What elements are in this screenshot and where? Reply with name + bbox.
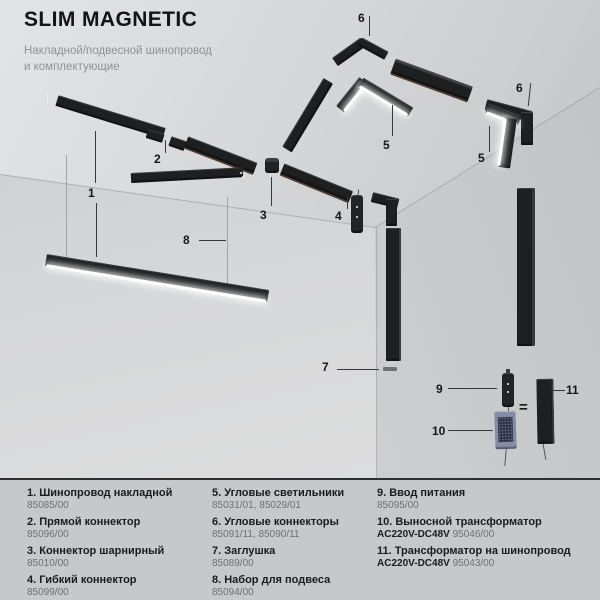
legend-column-1 bbox=[27, 487, 202, 600]
callout-6-top: 6 bbox=[358, 11, 365, 25]
callout-line-8 bbox=[199, 240, 226, 241]
legend-item-5: 5. Угловые светильники 85031/01, 85029/01 bbox=[212, 487, 345, 511]
wall-track-center bbox=[386, 228, 401, 361]
track-pin bbox=[242, 176, 244, 178]
suspension-wire-left bbox=[66, 155, 67, 260]
callout-3: 3 bbox=[260, 208, 267, 222]
callout-8: 8 bbox=[183, 233, 190, 247]
legend bbox=[0, 480, 600, 600]
external-transformer bbox=[494, 411, 516, 450]
equals-sign: = bbox=[519, 399, 528, 416]
callout-line-10 bbox=[448, 430, 493, 431]
legend-item-4: 4. Гибкий коннектор 85099/00 bbox=[27, 574, 137, 598]
callout-line-6-top bbox=[369, 16, 370, 36]
legend-column-2 bbox=[212, 487, 372, 600]
corner-connector-right-wall-arm bbox=[521, 112, 533, 145]
wall-corner-edge bbox=[376, 227, 377, 480]
legend-item-3: 3. Коннектор шарнирный 85010/00 bbox=[27, 545, 165, 569]
callout-6-right: 6 bbox=[516, 81, 523, 95]
callout-line-4 bbox=[347, 197, 348, 209]
legend-item-8: 8. Набор для подвеса 85094/00 bbox=[212, 574, 331, 598]
callout-9: 9 bbox=[436, 382, 443, 396]
legend-item-1: 1. Шинопровод накладной 85085/00 bbox=[27, 487, 173, 511]
legend-column-3 bbox=[377, 487, 592, 574]
callout-line-5-top bbox=[392, 105, 393, 136]
callout-4: 4 bbox=[335, 209, 342, 223]
page-subtitle-line1: Накладной/подвесной шинопровод bbox=[24, 45, 212, 57]
callout-5-top: 5 bbox=[383, 138, 390, 152]
callout-line-5-right bbox=[489, 126, 490, 152]
callout-line-1-upper bbox=[95, 131, 96, 183]
callout-7: 7 bbox=[322, 360, 329, 374]
flexible-connector bbox=[351, 195, 363, 233]
callout-line-1-lower bbox=[96, 203, 97, 257]
page-title: SLIM MAGNETIC bbox=[24, 8, 198, 31]
callout-5-right: 5 bbox=[478, 151, 485, 165]
power-input bbox=[502, 373, 514, 407]
legend-item-6: 6. Угловые коннекторы 85091/11, 85090/11 bbox=[212, 516, 339, 540]
legend-item-11: 11. Трансформатор на шинопровод AC220V-DC48V 95043/00 bbox=[377, 545, 571, 569]
legend-item-2: 2. Прямой коннектор 85096/00 bbox=[27, 516, 141, 540]
legend-item-7: 7. Заглушка 85089/00 bbox=[212, 545, 276, 569]
callout-1: 1 bbox=[88, 186, 95, 200]
callout-line-3 bbox=[271, 177, 272, 206]
track-end-mark bbox=[47, 92, 48, 106]
callout-11: 11 bbox=[566, 383, 579, 397]
callout-line-2 bbox=[165, 140, 166, 153]
corner-connector-wall-arm bbox=[386, 199, 397, 226]
legend-item-10: 10. Выносной трансформатор AC220V-DC48V 95046/00 bbox=[377, 516, 542, 540]
hinge-connector bbox=[265, 158, 279, 173]
suspension-wire-right bbox=[227, 197, 228, 290]
page-subtitle-line2: и комплектующие bbox=[24, 61, 120, 73]
track-pin bbox=[240, 172, 242, 174]
callout-line-11 bbox=[553, 390, 565, 391]
end-cap bbox=[383, 367, 397, 371]
track-transformer bbox=[536, 379, 554, 444]
transformer-vent-panel bbox=[498, 417, 514, 443]
callout-10: 10 bbox=[432, 424, 446, 438]
wall-track-right bbox=[517, 188, 535, 346]
callout-2: 2 bbox=[154, 152, 161, 166]
callout-line-9 bbox=[448, 388, 497, 389]
legend-item-9: 9. Ввод питания 85095/00 bbox=[377, 487, 466, 511]
callout-line-7 bbox=[337, 369, 379, 370]
